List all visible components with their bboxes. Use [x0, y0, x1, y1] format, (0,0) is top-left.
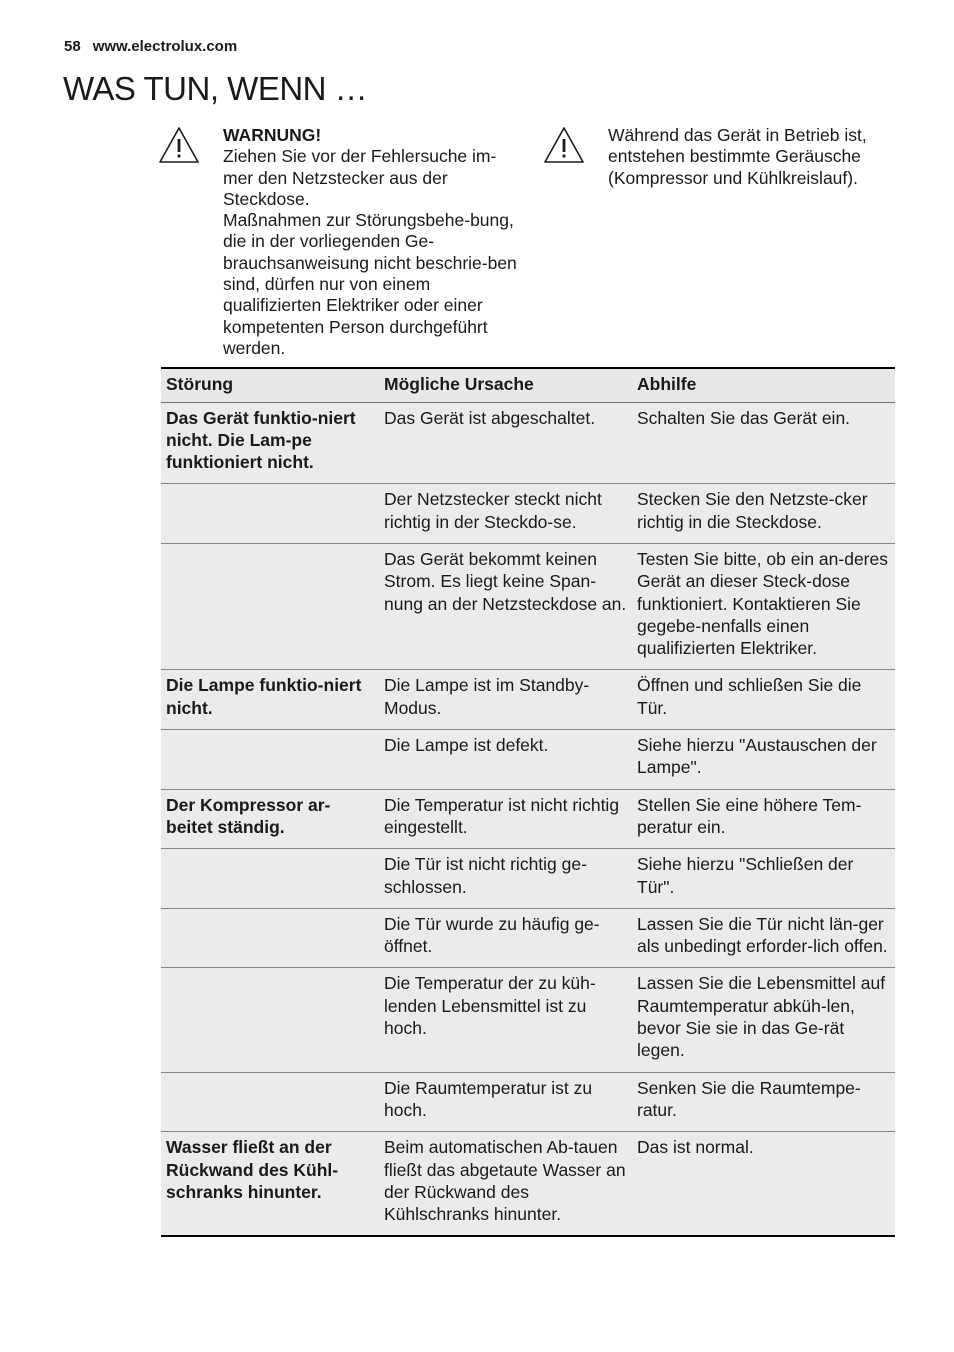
page-header [64, 38, 237, 55]
fault-cell: Der Kompressor ar-beitet ständig. [161, 789, 379, 849]
table-header-row [161, 368, 895, 402]
column-header-cause: Mögliche Ursache [379, 368, 632, 402]
remedy-cell: Das ist normal. [632, 1132, 895, 1237]
cause-cell: Das Gerät bekommt keinen Strom. Es liegt keine Span-nung an der Netzsteckdose an. [379, 543, 632, 669]
remedy-cell: Lassen Sie die Lebensmittel auf Raumtemperatur abküh-len, bevor Sie sie in das Ge-rät legen. [632, 968, 895, 1072]
table-row [161, 968, 895, 1072]
fault-cell [161, 484, 379, 544]
cause-cell: Die Lampe ist defekt. [379, 730, 632, 790]
fault-cell [161, 968, 379, 1072]
cause-cell: Die Temperatur ist nicht richtig eingestellt. [379, 789, 632, 849]
cause-cell: Die Temperatur der zu küh-lenden Lebensmittel ist zu hoch. [379, 968, 632, 1072]
table-row [161, 730, 895, 790]
table-row [161, 402, 895, 484]
table-row [161, 908, 895, 968]
remedy-cell: Schalten Sie das Gerät ein. [632, 402, 895, 484]
remedy-cell: Lassen Sie die Tür nicht län-ger als unbedingt erforder-lich offen. [632, 908, 895, 968]
warning-heading: WARNUNG! [223, 125, 322, 145]
info-text: Während das Gerät in Betrieb ist, entstehen bestimmte Geräusche (Kompressor und Kühlkreislauf). [608, 125, 867, 188]
remedy-cell: Stellen Sie eine höhere Tem-peratur ein. [632, 789, 895, 849]
remedy-cell: Öffnen und schließen Sie die Tür. [632, 670, 895, 730]
troubleshooting-table [161, 367, 895, 1237]
column-header-fault: Störung [161, 368, 379, 402]
remedy-cell: Stecken Sie den Netzste-cker richtig in die Steckdose. [632, 484, 895, 544]
warning-text-block [223, 125, 517, 359]
warning-triangle-icon [542, 125, 586, 165]
table-row [161, 484, 895, 544]
remedy-cell: Siehe hierzu "Austauschen der Lampe". [632, 730, 895, 790]
cause-cell: Beim automatischen Ab-tauen fließt das abgetaute Wasser an der Rückwand des Kühlschranks hinunter. [379, 1132, 632, 1237]
fault-cell [161, 730, 379, 790]
table-row [161, 1072, 895, 1132]
cause-cell: Das Gerät ist abgeschaltet. [379, 402, 632, 484]
remedy-cell: Testen Sie bitte, ob ein an-deres Gerät an dieser Steck-dose funktioniert. Kontaktieren Sie gegebe-nenfalls einen qualifizierten Elektriker. [632, 543, 895, 669]
cause-cell: Die Lampe ist im Standby-Modus. [379, 670, 632, 730]
fault-cell [161, 849, 379, 909]
fault-cell: Das Gerät funktio-niert nicht. Die Lam-pe funktioniert nicht. [161, 402, 379, 484]
fault-cell: Wasser fließt an der Rückwand des Kühl-schranks hinunter. [161, 1132, 379, 1237]
table-row [161, 670, 895, 730]
remedy-cell: Siehe hierzu "Schließen der Tür". [632, 849, 895, 909]
fault-cell [161, 1072, 379, 1132]
fault-cell [161, 543, 379, 669]
website-url: www.electrolux.com [92, 38, 238, 55]
fault-cell: Die Lampe funktio-niert nicht. [161, 670, 379, 730]
table-row [161, 543, 895, 669]
warning-triangle-icon [157, 125, 201, 165]
column-header-remedy: Abhilfe [632, 368, 895, 402]
warning-notice [157, 125, 517, 359]
cause-cell: Die Raumtemperatur ist zu hoch. [379, 1072, 632, 1132]
page-title: WAS TUN, WENN … [63, 70, 368, 107]
fault-cell [161, 908, 379, 968]
remedy-cell: Senken Sie die Raumtempe-ratur. [632, 1072, 895, 1132]
page-number: 58 [64, 38, 81, 55]
cause-cell: Die Tür wurde zu häufig ge-öffnet. [379, 908, 632, 968]
info-notice [542, 125, 902, 189]
cause-cell: Die Tür ist nicht richtig ge-schlossen. [379, 849, 632, 909]
cause-cell: Der Netzstecker steckt nicht richtig in der Steckdo-se. [379, 484, 632, 544]
table-row [161, 789, 895, 849]
table-row [161, 849, 895, 909]
table-row [161, 1132, 895, 1237]
warning-text: Ziehen Sie vor der Fehlersuche im-mer den Netzstecker aus der Steckdose. Maßnahmen zur Störungsbehe-bung, die in der vorliegenden Ge-brauchsanweisung nicht beschrie-ben sind, dürfen nur von einem qualifizierten Elektriker oder einer kompetenten Person durchgeführt werden. [223, 146, 517, 358]
